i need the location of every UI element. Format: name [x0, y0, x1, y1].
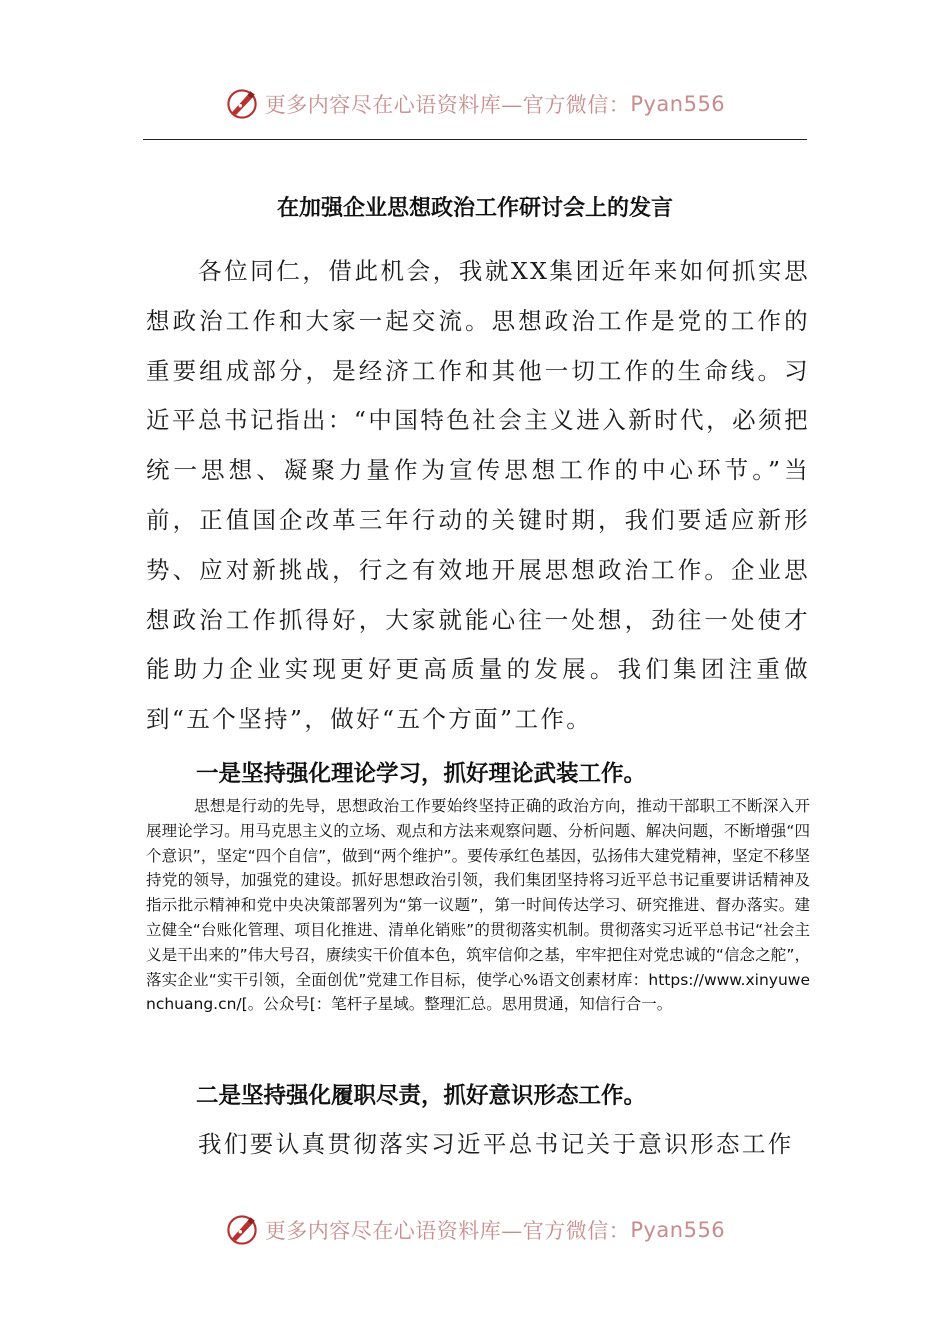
header-banner-text: 更多内容尽在心语资料库—官方微信：: [264, 93, 631, 117]
section2-heading: 二是坚持强化履职尽责，抓好意识形态工作。: [196, 1083, 647, 1109]
header-divider: [143, 139, 807, 140]
document-title: 在加强企业思想政治工作研讨会上的发言: [276, 194, 673, 221]
header-banner: [0, 84, 950, 124]
section1-paragraph: 思想是行动的先导，思想政治工作要始终坚持正确的政治方向，推动干部职工不断深入开展理论学习。用马克思主义的立场、观点和方法来观察问题、分析问题、解决问题，不断增强“四个意识”，坚定“四个自信”，做到“两个维护”。要传承红色基因，弘扬伟大建党精神，坚定不移坚持党的领导，加强党的建设。抓好思想政治引领，我们集团坚持将习近平总书记重要讲话精神及指示批示精神和党中央决策部署列为“第一议题”，第一时间传达学习、研究推进、督办落实。建立健全“台账化管理、项目化推进、清单化销账”的贯彻落实机制。贯彻落实习近平总书记“社会主义是干出来的”伟大号召，赓续实干价值本色，筑牢信仰之基，牢牢把住对党忠诚的“信念之舵”，落实企业“实干引领，全面创优”党建工作目标，使学心%语文创素材库：https://www.xinyuwenchuang.cn/[。公众号[：笔杆子星域。整理汇总。思用贯通，知信行合一。: [146, 797, 810, 1014]
footer-wechat-id: Pyan556: [630, 1218, 726, 1242]
section1-heading: 一是坚持强化理论学习，抓好理论武装工作。: [196, 761, 647, 787]
pen-nib-logo-icon: [225, 87, 259, 121]
header-wechat-id: Pyan556: [630, 92, 726, 116]
pen-nib-logo-icon: [225, 1213, 259, 1247]
footer-banner-text: 更多内容尽在心语资料库—官方微信：: [264, 1219, 631, 1243]
section2-paragraph: 我们要认真贯彻落实习近平总书记关于意识形态工作: [198, 1130, 794, 1158]
intro-paragraph: 各位同仁，借此机会，我就XX集团近年来如何抓实思想政治工作和大家一起交流。思想政治工作是党的工作的重要组成部分，是经济工作和其他一切工作的生命线。习近平总书记指出：“中国特色社会主义进入新时代，必须把统一思想、凝聚力量作为宣传思想工作的中心环节。”当前，正值国企改革三年行动的关键时期，我们要适应新形势、应对新挑战，行之有效地开展思想政治工作。企业思想政治工作抓得好，大家就能心往一处想，劲往一处使才能助力企业实现更好更高质量的发展。我们集团注重做到“五个坚持”，做好“五个方面”工作。: [146, 257, 810, 734]
footer-banner: [0, 1210, 950, 1250]
